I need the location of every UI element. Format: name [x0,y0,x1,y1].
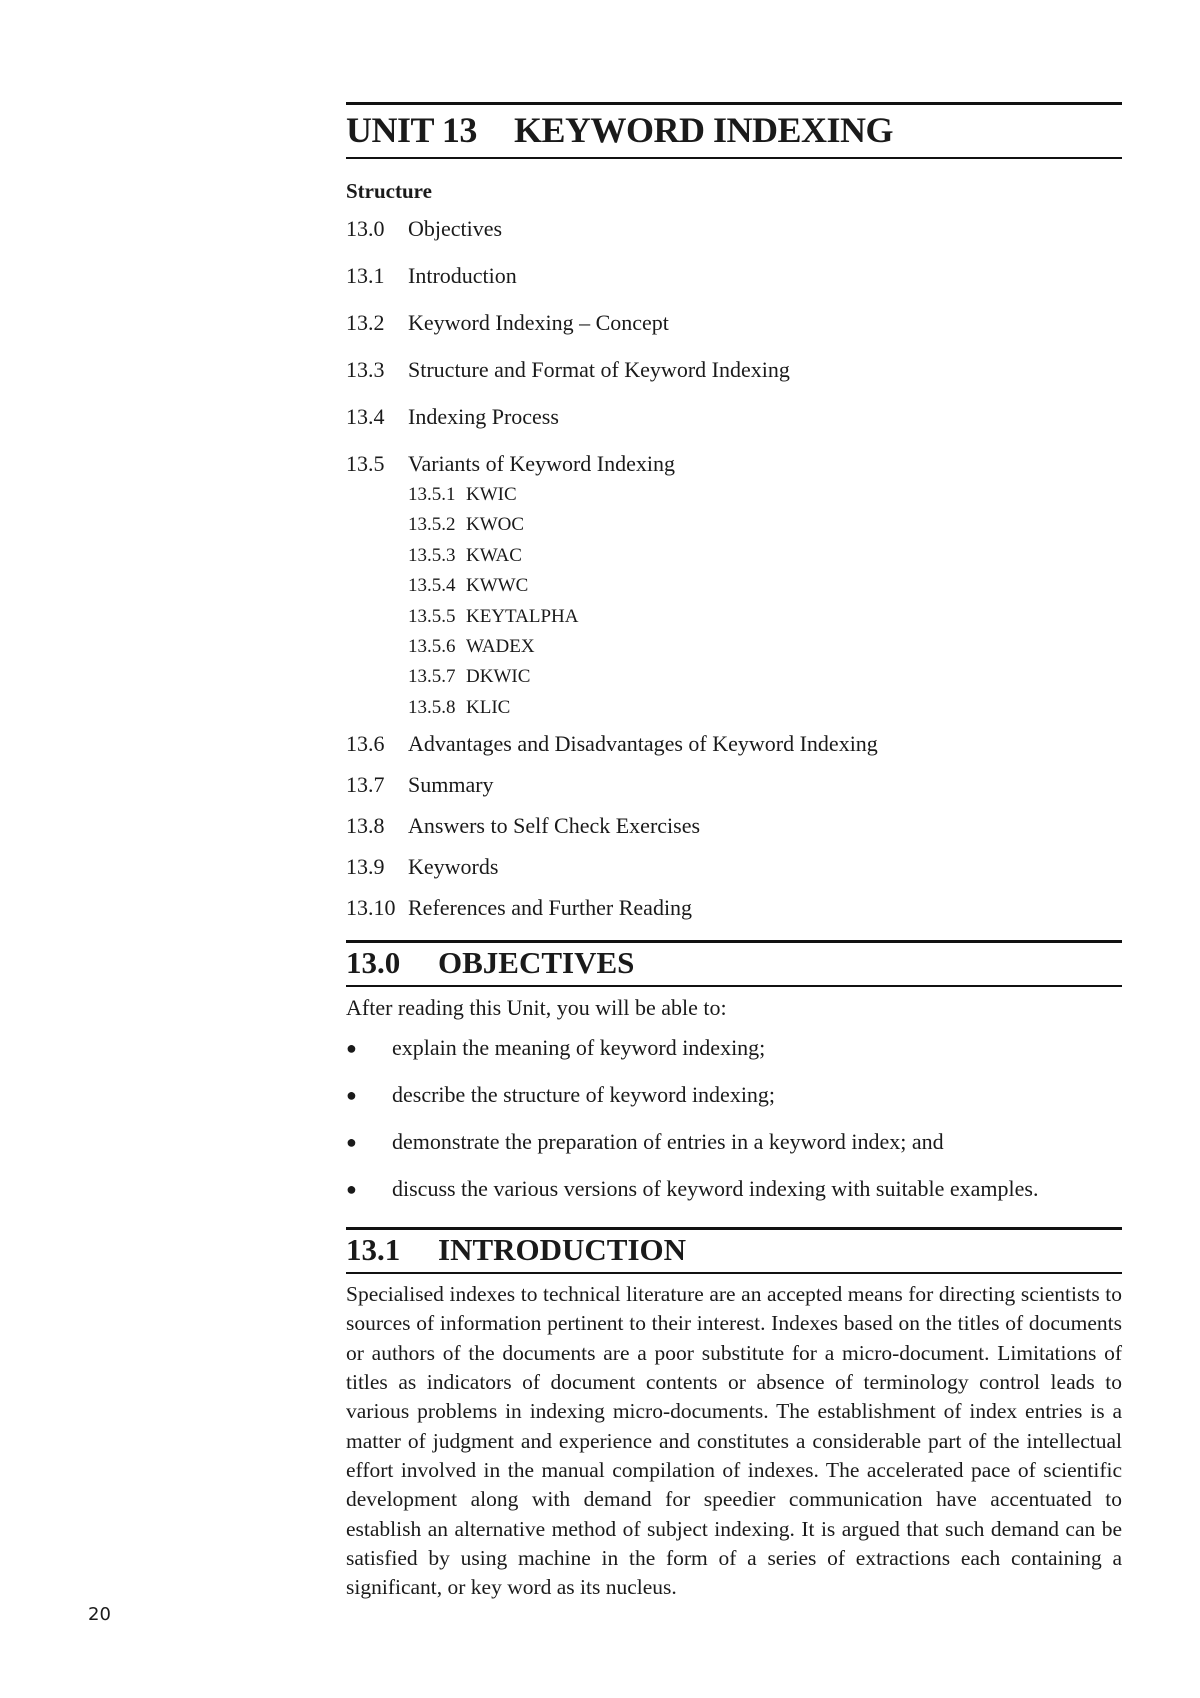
introduction-heading [346,1227,1122,1274]
toc-label: Structure and Format of Keyword Indexing [408,357,790,382]
toc-number: 13.5 [346,451,385,476]
toc-sub-item [408,545,1122,575]
toc-sub-number: 13.5.6 [408,635,456,657]
bullet-icon: ● [346,1038,357,1059]
toc-label: Keywords [408,854,499,880]
structure-list [346,216,1122,936]
page-number: 20 [88,1604,111,1625]
toc-item [346,895,1122,936]
toc-item [346,357,1122,404]
toc-sub-number: 13.5.7 [408,666,456,688]
objectives-heading [346,940,1122,987]
objective-item [346,1176,1122,1223]
toc-sub-number: 13.5.3 [408,544,456,566]
toc-sub-label: DKWIC [466,666,531,688]
toc-sub-number: 13.5.2 [408,514,456,536]
toc-number: 13.2 [346,310,385,335]
toc-label: References and Further Reading [408,895,693,921]
toc-sub-number: 13.5.8 [408,696,456,718]
toc-item [346,404,1122,451]
bullet-icon: ● [346,1132,357,1153]
unit-heading [346,102,1122,159]
section-number: 13.1 [346,1232,401,1268]
toc-sub-label: KEYTALPHA [466,605,579,627]
toc-sub-item [408,606,1122,636]
unit-title: KEYWORD INDEXING [514,110,894,150]
toc-label: Summary [408,772,494,798]
toc-sub-item [408,666,1122,696]
toc-sub-list [408,484,1122,727]
bullet-icon: ● [346,1085,357,1106]
toc-sub-label: WADEX [466,635,535,657]
toc-number: 13.7 [346,772,385,798]
toc-sub-item [408,697,1122,727]
toc-number: 13.8 [346,813,385,839]
objective-text: describe the structure of keyword indexing; [392,1082,776,1108]
toc-label: Introduction [408,263,517,288]
toc-sub-label: KWAC [466,544,522,566]
toc-label: Variants of Keyword Indexing [408,451,675,476]
toc-number: 13.6 [346,731,385,757]
objectives-intro: After reading this Unit, you will be able to: [346,995,727,1021]
toc-sub-label: KWWC [466,575,529,597]
toc-label: Answers to Self Check Exercises [408,813,701,839]
toc-label: Advantages and Disadvantages of Keyword Indexing [408,731,878,757]
page-content [346,102,1122,1602]
toc-item [346,216,1122,263]
toc-sub-number: 13.5.4 [408,575,456,597]
toc-sub-item [408,484,1122,514]
unit-number: UNIT 13 [346,110,477,150]
toc-label: Keyword Indexing – Concept [408,310,669,335]
toc-sub-number: 13.5.1 [408,484,456,505]
toc-number: 13.3 [346,357,385,382]
objectives-list [346,1035,1122,1223]
toc-sub-item [408,575,1122,605]
toc-item [346,813,1122,854]
toc-number: 13.4 [346,404,385,429]
objective-item [346,1035,1122,1082]
toc-item [346,772,1122,813]
toc-sub-number: 13.5.5 [408,605,456,627]
objective-text: explain the meaning of keyword indexing; [392,1035,766,1061]
section-title: INTRODUCTION [438,1232,687,1268]
toc-number: 13.9 [346,854,385,880]
toc-item [346,731,1122,772]
toc-number: 13.10 [346,895,396,921]
objective-item [346,1129,1122,1176]
objective-text: demonstrate the preparation of entries in a keyword index; and [392,1129,944,1155]
toc-sub-label: KLIC [466,696,511,718]
toc-sub-label: KWOC [466,514,525,536]
toc-sub-label: KWIC [466,484,517,505]
toc-label: Indexing Process [408,404,559,429]
toc-number: 13.0 [346,216,385,241]
toc-number: 13.1 [346,263,385,288]
introduction-paragraph: Specialised indexes to technical literature are an accepted means for directing scientists to sources of information pertinent to their interest. Indexes based on the titles of documents or authors of the documents are a poor substitute for a micro-document. Limitations of titles as indicators of document contents or absence of terminology control leads to various problems in indexing micro-documents. The establishment of index entries is a matter of judgment and experience and constitutes a considerable part of the intellectual effort involved in the manual compilation of indexes. The accelerated pace of scientific development along with demand for speedier communication have accentuated to establish an alternative method of subject indexing. It is argued that such demand can be satisfied by using machine in the form of a series of extractions each containing a significant, or key word as its nucleus. [346,1282,1122,1600]
section-number: 13.0 [346,945,401,981]
toc-item [346,310,1122,357]
objective-text: discuss the various versions of keyword indexing with suitable examples. [392,1176,1039,1202]
toc-sub-item [408,636,1122,666]
toc-item [346,263,1122,310]
objective-item [346,1082,1122,1129]
structure-title: Structure [346,179,432,203]
bullet-icon: ● [346,1179,357,1200]
section-title: OBJECTIVES [438,945,635,981]
toc-item [346,854,1122,895]
toc-sub-item [408,514,1122,544]
toc-label: Objectives [408,216,503,241]
